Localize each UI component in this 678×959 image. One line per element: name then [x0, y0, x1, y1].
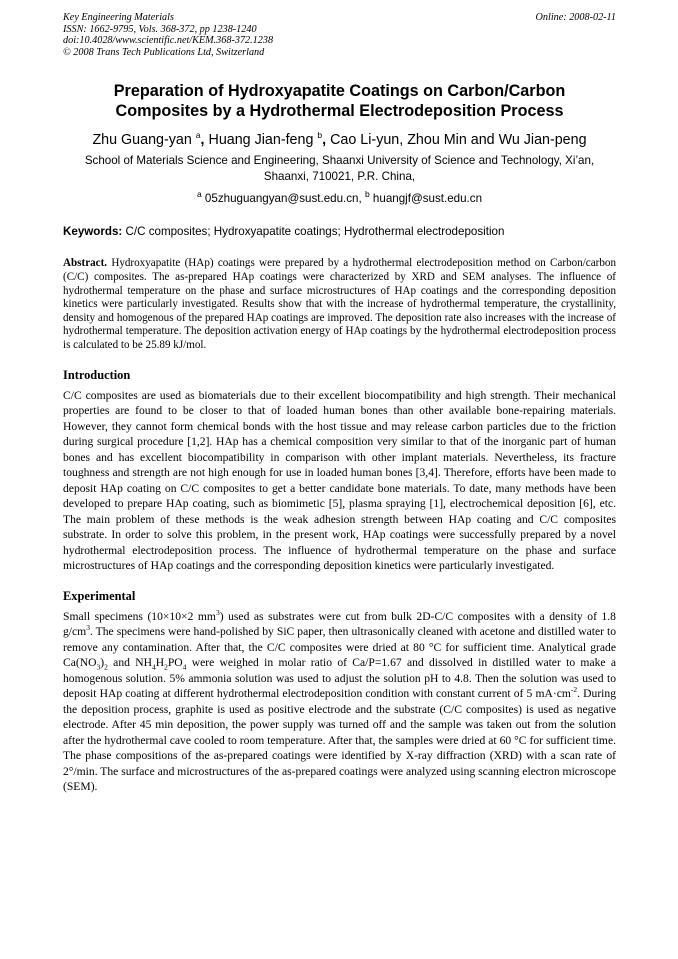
experimental-heading: Experimental [63, 588, 136, 603]
title-line-1: Preparation of Hydroxyapatite Coatings on Carbon/Carbon [113, 82, 566, 101]
exp-text-part: . During the deposition process, graphite is used as positive electrode and the substrate (C/C composites) is used as negative electrode. After 45 min deposition, the power supply was turned off and the sample was taken out from the solution after the hydrothermal cave cooled to room temperature. After that, the samples were dried at 60 °C for sufficient time. The phase compositions of the as-prepared coatings were identified by X-ray diffraction (XRD) with a scan rate of 2°/min. The surface and microstructures of the as-prepared coatings were analyzed using scanning electron microscope (SEM). [63, 687, 616, 794]
superscript: 3 [86, 623, 90, 633]
keywords [63, 225, 616, 239]
journal-name: Key Engineering Materials [63, 12, 174, 23]
journal-header [63, 12, 616, 58]
author-emails [63, 189, 616, 206]
introduction-heading: Introduction [63, 367, 131, 382]
affiliation-line-2: Shaanxi, 710021, P.R. China, [263, 170, 416, 184]
affiliation-line-1: School of Materials Science and Engineering, Shaanxi University of Science and Technology, Xi’an, [84, 154, 595, 168]
online-date: Online: 2008-02-11 [535, 12, 616, 23]
email-b: huangjf@sust.edu.cn [369, 192, 483, 206]
email-b-mark: b [364, 189, 370, 200]
experimental-section [63, 589, 616, 795]
paper-title [63, 81, 616, 121]
doi-line: doi:10.4028/www.scientific.net/KEM.368-372.1238 [63, 35, 274, 47]
author-1-affil-mark: a [195, 130, 201, 141]
email-a-mark: a [196, 189, 202, 200]
author-list: Zhu Guang-yan $^a$, Huang Jian-feng $^b$, Cao Li-yun, Zhou Min and Wu Jian-peng [92, 130, 587, 149]
abstract [63, 257, 616, 352]
introduction-text: C/C composites are used as biomaterials due to their excellent biocompatibility and high strength. Their mechanical properties are found to be closer to that of loaded human bones than other available bone-repairing materials. However, they cannot form chemical bonds with the host tissue and may release carbon particles due to the friction during surgical procedure [1,2]. HAp has a chemical composition very similar to that of the inorganic part of human bones and has excellent biocompatibility in comparison with other implant materials. Nevertheless, its fracture toughness and strength are not high enough for use in loaded human bones [3,4]. Therefore, efforts have been made to deposit HAp coating on C/C composites to get a better candidate bone materials. To date, many methods have been developed to prepare HAp coating, such as biomimetic [5], plasma spraying [1], electrochemical deposition [6], etc. The main problem of these methods is the weak adhesion strength between HAp coating and C/C composites substrate. In order to solve this problem, in the present work, HAp coatings were successfully prepared by a novel hydrothermal electrodeposition process. The influence of hydrothermal temperature on the phase and surface microstructures of HAp coatings and the corresponding deposition kinetics were particularly investigated. [63, 388, 616, 573]
exp-text-part: PO [167, 656, 183, 670]
exp-text-part: and NH [107, 656, 152, 670]
exp-text-part: Small specimens (10×10×2 mm [63, 609, 216, 623]
author-1: Zhu Guang-yan [92, 132, 192, 149]
issn-line: ISSN: 1662-9795, Vols. 368-372, pp 1238-1240 [63, 23, 257, 35]
email-a: 05zhuguangyan@sust.edu.cn, [201, 192, 362, 206]
exp-text-part: . The specimens were hand-polished by SiC paper, then ultrasonically cleaned with acetone and distilled water to remove any contamination. After that, the C/C composites were dried at 80 °C for sufficient time. Analytical grade Ca(NO [63, 625, 616, 670]
introduction-section [63, 368, 616, 574]
keywords-label: Keywords: [63, 225, 123, 239]
subscript: 4 [151, 662, 156, 672]
other-authors: Cao Li-yun, Zhou Min and Wu Jian-peng [330, 132, 587, 149]
author-2-affil-mark: b [317, 130, 323, 141]
superscript: -2 [570, 685, 578, 695]
affiliation [63, 153, 616, 185]
title-line-2: Composites by a Hydrothermal Electrodeposition Process [115, 102, 564, 121]
author-2: Huang Jian-feng [208, 132, 314, 149]
exp-text-part: were weighed in molar ratio of Ca/P=1.67 and dissolved in distilled water to make a homogenous solution. 5% ammonia solution was used to adjust the solution pH to 4.8. Then the solution was used to deposit HAp coating at different hydrothermal electrodeposition condition with constant current of 5 mA·cm [63, 656, 616, 701]
superscript: 3 [215, 607, 220, 617]
copyright-line: © 2008 Trans Tech Publications Ltd, Switzerland [63, 46, 265, 58]
subscript: 2 [104, 662, 108, 672]
abstract-label: Abstract. [63, 257, 108, 270]
paper-page [63, 12, 616, 795]
exp-text-part: ) [100, 656, 105, 670]
keywords-text: C/C composites; Hydroxyapatite coatings; Hydrothermal electrodeposition [125, 225, 505, 239]
subscript: 3 [96, 662, 101, 672]
subscript: 4 [182, 662, 187, 672]
exp-text-part: ) used as substrates were cut from bulk 2D-C/C composites with a density of 1.8 g/cm [63, 609, 616, 639]
experimental-text [63, 609, 616, 795]
subscript: 2 [164, 662, 168, 672]
exp-text-part: H [155, 656, 165, 670]
abstract-text: Hydroxyapatite (HAp) coatings were prepared by a hydrothermal electrodeposition method on Carbon/carbon (C/C) composites. The as-prepared HAp coatings were characterized by XRD and SEM analyses. The influence of hydrothermal temperature on the phase and surface microstructures of HAp coatings and the corresponding deposition kinetics were particularly investigated. Results show that with the increase of hydrothermal temperature, the crystallinity, density and homogenous of the prepared HAp coatings are improved. The deposition rate also increases with the increase of hydrothermal temperature. The deposition activation energy of HAp coatings by the hydrothermal electrodeposition process is calculated to be 25.89 kJ/mol. [63, 257, 616, 351]
